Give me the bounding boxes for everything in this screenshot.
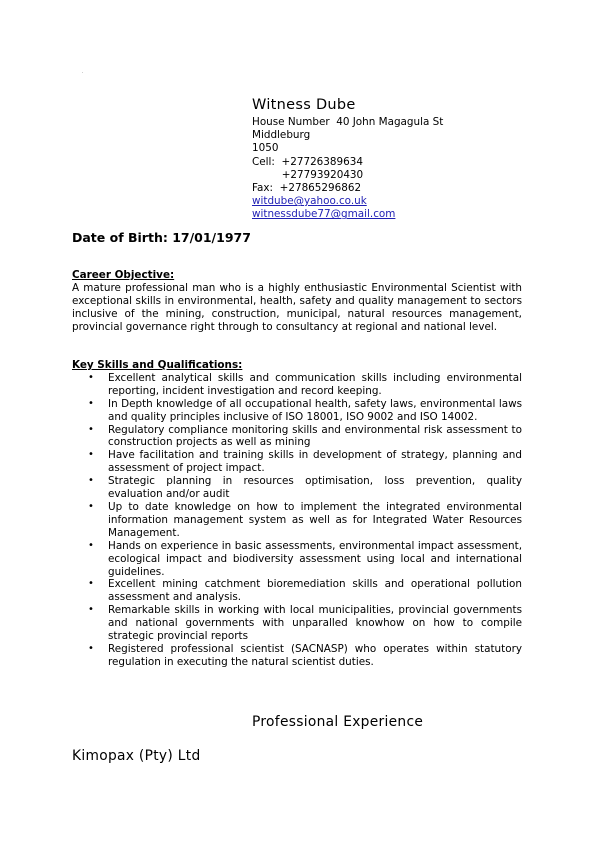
date-of-birth: Date of Birth: 17/01/1977	[72, 230, 251, 245]
skills-list	[72, 372, 522, 669]
bullet-icon: •	[88, 423, 94, 435]
bullet-icon: •	[88, 397, 94, 409]
stray-mark	[82, 72, 83, 73]
key-skills-title: Key Skills and Qualifications:	[72, 359, 243, 371]
career-objective-text: A mature professional man who is a highly enthusiastic Environmental Scientist with exceptional skills in environmental, health, safety and quality management to sectors inclusive of the mining, construction, municipal, natural resources management, provincial governance right through to consultancy at regional and national level.	[72, 281, 522, 333]
skill-text: Hands on experience in basic assessments, environmental impact assessment, ecological impact and biodiversity assessment using local and international guidelines.	[108, 539, 522, 578]
bullet-icon: •	[88, 371, 94, 383]
skill-text: Have facilitation and training skills in development of strategy, planning and assessment of project impact.	[108, 449, 522, 475]
skill-text: Excellent analytical skills and communication skills including environmental reporting, incident investigation and record keeping.	[108, 371, 522, 397]
bullet-icon: •	[88, 578, 94, 590]
list-item	[72, 475, 522, 501]
company-name: Kimopax (Pty) Ltd	[72, 748, 201, 764]
address-line-1: House Number 40 John Magagula St	[252, 116, 444, 128]
key-skills-section	[72, 359, 522, 669]
candidate-name: Witness Dube	[252, 97, 356, 113]
professional-experience-heading: Professional Experience	[252, 714, 424, 730]
skill-text: Up to date knowledge on how to implement the integrated environmental information management system as well as for Integrated Water Resources Management.	[108, 500, 522, 539]
bullet-icon: •	[88, 475, 94, 487]
address-line-3: 1050	[252, 142, 279, 155]
skill-text: Strategic planning in resources optimisation, loss prevention, quality evaluation and/or audit	[108, 475, 522, 501]
bullet-icon: •	[88, 642, 94, 654]
list-item	[72, 643, 522, 669]
list-item	[72, 398, 522, 424]
list-item	[72, 449, 522, 475]
bullet-icon: •	[88, 539, 94, 551]
contact-header	[252, 97, 443, 222]
list-item	[72, 540, 522, 579]
skill-text: In Depth knowledge of all occupational health, safety laws, environmental laws and quality principles inclusive of ISO 18001, ISO 9002 and ISO 14002.	[108, 397, 522, 423]
skill-text: Excellent mining catchment bioremediation skills and operational pollution assessment and analysis.	[108, 578, 522, 604]
address-line-2: Middleburg	[252, 129, 311, 142]
bullet-icon: •	[88, 500, 94, 512]
list-item	[72, 501, 522, 540]
skill-text: Remarkable skills in working with local municipalities, provincial governments and national governments with unparalled knowhow on how to compile strategic provincial reports	[108, 604, 522, 643]
email-link-1[interactable]: witdube@yahoo.co.uk	[252, 195, 367, 208]
bullet-icon: •	[88, 604, 94, 616]
career-objective-section	[72, 269, 522, 334]
email-link-2[interactable]: witnessdube77@gmail.com	[252, 208, 396, 221]
list-item	[72, 424, 522, 450]
career-objective-title: Career Objective:	[72, 269, 175, 281]
fax-number: Fax: +27865296862	[252, 182, 362, 195]
cell-phone-1: Cell: +27726389634	[252, 155, 363, 168]
list-item	[72, 372, 522, 398]
list-item	[72, 604, 522, 643]
skill-text: Regulatory compliance monitoring skills and environmental risk assessment to construction projects as well as mining	[108, 423, 522, 449]
bullet-icon: •	[88, 449, 94, 461]
cell-phone-2: +27793920430	[252, 168, 364, 181]
list-item	[72, 578, 522, 604]
skill-text: Registered professional scientist (SACNASP) who operates within statutory regulation in executing the natural scientist duties.	[108, 642, 522, 668]
